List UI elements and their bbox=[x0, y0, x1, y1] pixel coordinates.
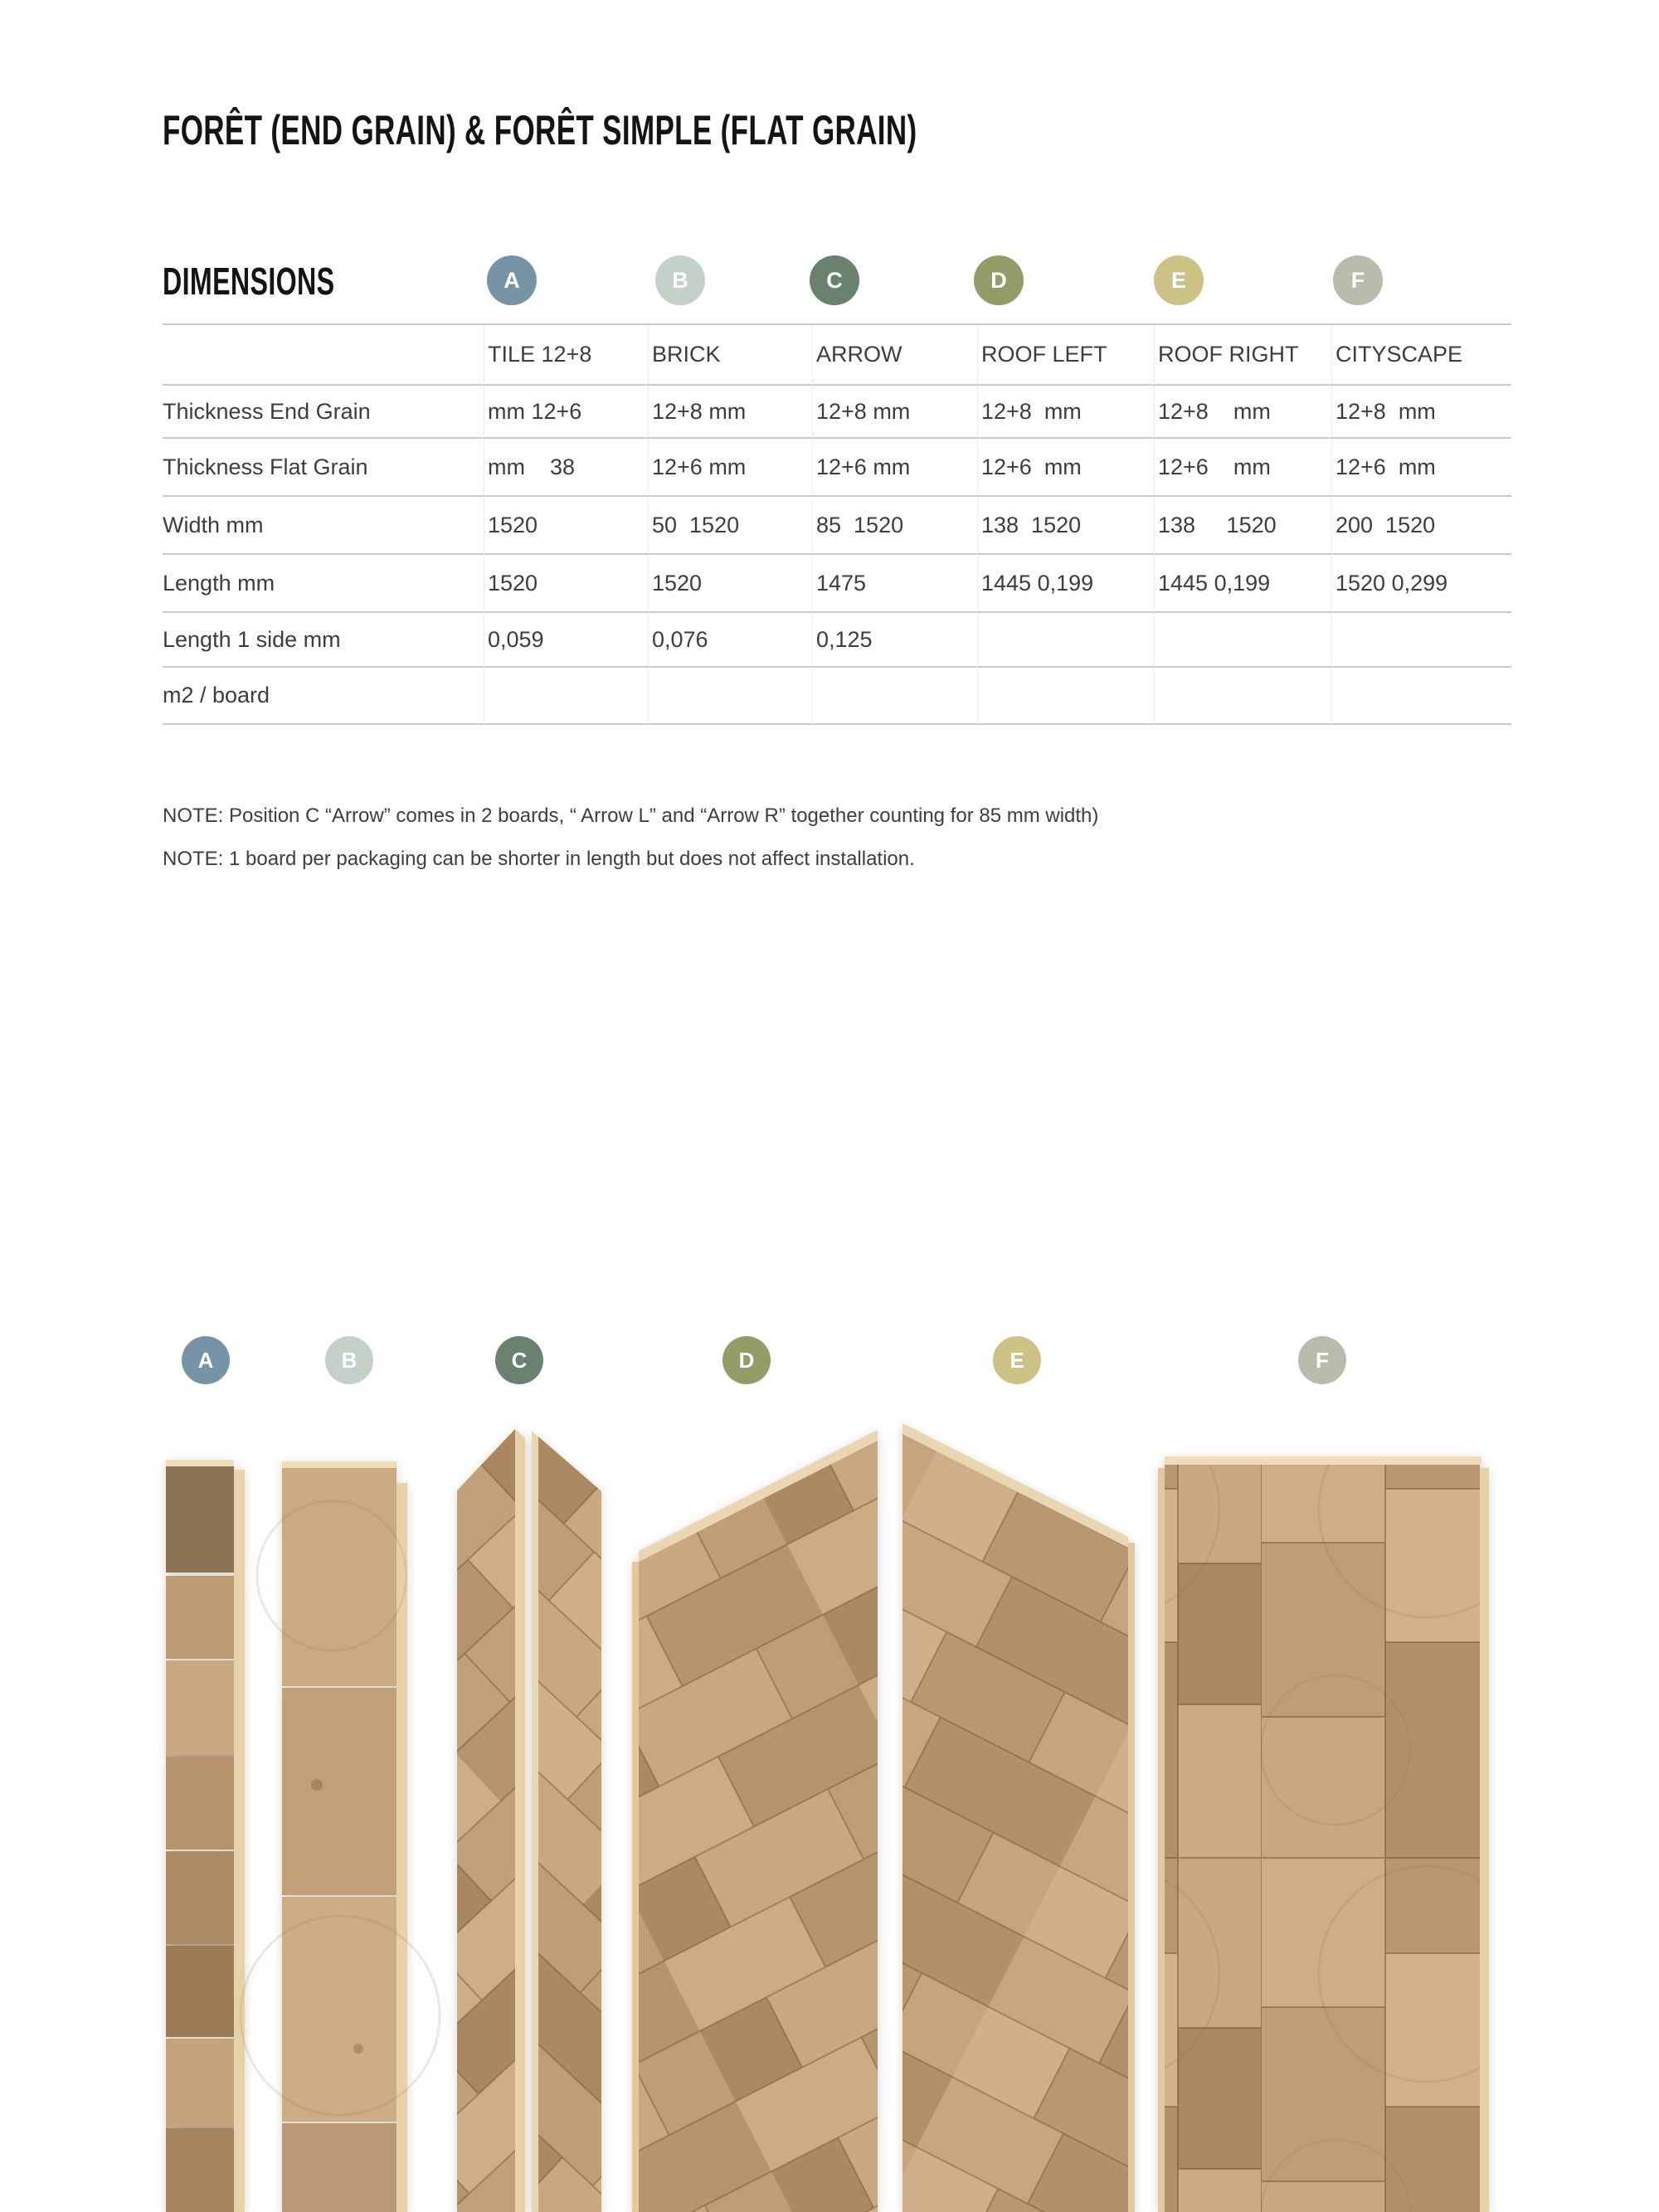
cell-value bbox=[1331, 668, 1511, 725]
spec-badge-f bbox=[1333, 255, 1383, 305]
spec-badge-b bbox=[655, 255, 705, 305]
cell-value: 12+6 mm bbox=[648, 439, 812, 497]
cell-value bbox=[1331, 613, 1511, 668]
cell-value bbox=[812, 668, 977, 725]
board-c-arrow-left bbox=[457, 1429, 525, 2212]
board-pattern-gallery bbox=[0, 1410, 1659, 2212]
cell-value: 1475 bbox=[812, 555, 977, 613]
column-header-arrow: ARROW bbox=[812, 325, 977, 386]
dimensions-table bbox=[163, 323, 1511, 725]
cell-value: 0,076 bbox=[648, 613, 812, 668]
dimensions-heading-text: DIMENSIONS bbox=[163, 260, 335, 303]
row-label: Thickness End Grain bbox=[163, 386, 484, 439]
cell-value: 138 1520 bbox=[1154, 497, 1331, 555]
cell-value: 12+6 mm bbox=[1331, 439, 1511, 497]
board-a-tile bbox=[166, 1460, 245, 2212]
spec-badge-c-letter: C bbox=[826, 267, 843, 293]
spec-badge-e bbox=[1154, 255, 1204, 305]
gallery-badge-f-letter: F bbox=[1316, 1347, 1329, 1373]
cell-value bbox=[1154, 613, 1331, 668]
gallery-badge-d-letter: D bbox=[738, 1347, 755, 1373]
spec-badge-d-letter: D bbox=[990, 267, 1007, 293]
column-header-tile: TILE 12+8 bbox=[484, 325, 648, 386]
gallery-badge-b-letter: B bbox=[341, 1347, 358, 1373]
gallery-badge-a bbox=[182, 1336, 230, 1384]
cell-value bbox=[648, 668, 812, 725]
cell-value: 1445 0,199 bbox=[1154, 555, 1331, 613]
page-title-text: FORÊT (END GRAIN) & FORÊT SIMPLE (FLAT GRAIN) bbox=[163, 107, 917, 153]
cell-value: 0,125 bbox=[812, 613, 977, 668]
board-e-roof-right bbox=[902, 1423, 1135, 2212]
spec-badge-b-letter: B bbox=[672, 267, 688, 293]
cell-value bbox=[484, 668, 648, 725]
row-label: m2 / board bbox=[163, 668, 484, 725]
cell-value: 12+6 mm bbox=[812, 439, 977, 497]
spec-badge-f-letter: F bbox=[1350, 267, 1365, 293]
gallery-badge-c bbox=[495, 1336, 543, 1384]
column-header-roofleft: ROOF LEFT bbox=[977, 325, 1154, 386]
spec-badge-a bbox=[487, 255, 537, 305]
cell-value: 12+8 mm bbox=[812, 386, 977, 439]
gallery-badge-a-letter: A bbox=[197, 1347, 214, 1373]
cell-value: 1445 0,199 bbox=[977, 555, 1154, 613]
column-header-cityscape: CITYSCAPE bbox=[1331, 325, 1511, 386]
cell-value: 85 1520 bbox=[812, 497, 977, 555]
page-title bbox=[163, 106, 1240, 154]
column-header-brick: BRICK bbox=[648, 325, 812, 386]
cell-value: mm 38 bbox=[484, 439, 648, 497]
table-corner-cell bbox=[163, 325, 484, 386]
column-header-roofright: ROOF RIGHT bbox=[1154, 325, 1331, 386]
cell-value: 138 1520 bbox=[977, 497, 1154, 555]
row-label: Length mm bbox=[163, 555, 484, 613]
cell-value bbox=[977, 613, 1154, 668]
gallery-badge-f bbox=[1298, 1336, 1346, 1384]
cell-value: 1520 bbox=[484, 497, 648, 555]
cell-value: 50 1520 bbox=[648, 497, 812, 555]
gallery-badge-d bbox=[722, 1336, 771, 1384]
cell-value: 12+8 mm bbox=[1154, 386, 1331, 439]
cell-value: 1520 bbox=[648, 555, 812, 613]
cell-value: 12+8 mm bbox=[648, 386, 812, 439]
cell-value: 12+8 mm bbox=[977, 386, 1154, 439]
note-arrow-boards: NOTE: Position C “Arrow” comes in 2 boards, “ Arrow L” and “Arrow R” together counting for 85 mm width) bbox=[163, 805, 1099, 827]
cell-value: 0,059 bbox=[484, 613, 648, 668]
dimensions-heading bbox=[163, 259, 408, 304]
gallery-badge-e-letter: E bbox=[1010, 1347, 1024, 1373]
cell-value: 1520 0,299 bbox=[1331, 555, 1511, 613]
cell-value: 1520 bbox=[484, 555, 648, 613]
cell-value: 12+6 mm bbox=[977, 439, 1154, 497]
spec-badge-d bbox=[974, 255, 1024, 305]
cell-value: mm 12+6 bbox=[484, 386, 648, 439]
gallery-badge-b bbox=[325, 1336, 373, 1384]
cell-value: 12+8 mm bbox=[1331, 386, 1511, 439]
spec-badge-c bbox=[810, 255, 859, 305]
row-label: Thickness Flat Grain bbox=[163, 439, 484, 497]
board-c-arrow-right bbox=[532, 1431, 601, 2212]
spec-badge-e-letter: E bbox=[1170, 267, 1186, 293]
row-label: Length 1 side mm bbox=[163, 613, 484, 668]
board-b-brick bbox=[241, 1461, 440, 2212]
cell-value bbox=[977, 668, 1154, 725]
gallery-badge-e bbox=[993, 1336, 1041, 1384]
board-d-roof-left bbox=[632, 1430, 878, 2212]
note-packaging: NOTE: 1 board per packaging can be shorter in length but does not affect installation. bbox=[163, 848, 915, 870]
cell-value: 12+6 mm bbox=[1154, 439, 1331, 497]
spec-badge-a-letter: A bbox=[504, 267, 520, 293]
board-f-cityscape bbox=[1158, 1456, 1489, 2212]
cell-value: 200 1520 bbox=[1331, 497, 1511, 555]
cell-value bbox=[1154, 668, 1331, 725]
gallery-badge-c-letter: C bbox=[511, 1347, 528, 1373]
row-label: Width mm bbox=[163, 497, 484, 555]
